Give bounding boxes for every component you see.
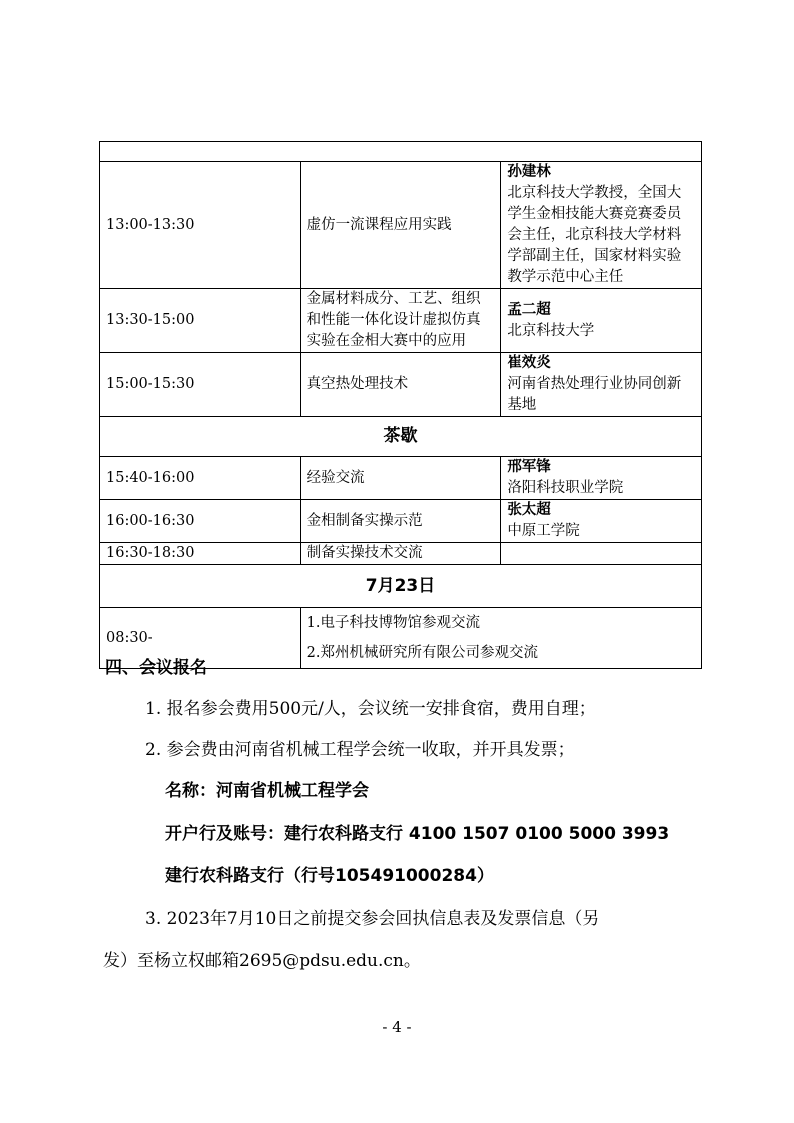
topic-cell: 金相制备实操示范 xyxy=(300,500,501,543)
table-row xyxy=(100,289,702,353)
speaker-affiliation: 北京科技大学 xyxy=(507,322,595,339)
section-heading-date: 7月23日 xyxy=(100,565,702,608)
topic-cell: 制备实操技术交流 xyxy=(300,543,501,565)
registration-item-1: 1. 报名参会费用500元/人，会议统一安排食宿，费用自理； xyxy=(145,699,596,719)
topic-cell: 虚仿一流课程应用实践 xyxy=(300,162,501,289)
speaker-affiliation: 河南省热处理行业协同创新基地 xyxy=(507,376,682,413)
topic-cell: 金属材料成分、工艺、组织和性能一体化设计虚拟仿真实验在金相大赛中的应用 xyxy=(300,289,501,353)
empty-top-row xyxy=(100,142,702,162)
section-heading-tea-break: 茶歇 xyxy=(100,417,702,457)
time-cell: 15:40-16:00 xyxy=(100,457,301,500)
time-cell: 13:00-13:30 xyxy=(100,162,301,289)
speaker-name: 崔效炎 xyxy=(507,355,551,371)
time-cell: 15:00-15:30 xyxy=(100,353,301,417)
table-row xyxy=(100,457,702,500)
speaker-cell xyxy=(501,500,702,543)
table-row xyxy=(100,565,702,608)
registration-item-3-line-1: 3. 2023年7月10日之前提交参会回执信息表及发票信息（另 xyxy=(145,909,600,929)
time-cell: 16:00-16:30 xyxy=(100,500,301,543)
speaker-cell xyxy=(501,457,702,500)
speaker-name: 孟二超 xyxy=(507,301,551,318)
registration-item-3-line-2: 发）至杨立权邮箱2695@pdsu.edu.cn。 xyxy=(103,951,421,971)
time-cell: 16:30-18:30 xyxy=(100,543,301,565)
speaker-name: 邢军锋 xyxy=(507,459,551,475)
speaker-cell xyxy=(501,162,702,289)
topic-cell xyxy=(300,608,701,669)
registration-item-2: 2. 参会费由河南省机械工程学会统一收取，并开具发票； xyxy=(145,740,575,760)
bank-account: 开户行及账号：建行农科路支行 4100 1507 0100 5000 3993 xyxy=(165,824,670,844)
topic-item: 2.郑州机械研究所有限公司参观交流 xyxy=(306,645,538,661)
table-row xyxy=(100,162,702,289)
table-row xyxy=(100,500,702,543)
speaker-cell xyxy=(501,353,702,417)
table-row xyxy=(100,142,702,162)
topic-cell: 真空热处理技术 xyxy=(300,353,501,417)
speaker-name: 张太超 xyxy=(507,502,551,518)
table-row xyxy=(100,543,702,565)
speaker-cell xyxy=(501,289,702,353)
time-cell: 13:30-15:00 xyxy=(100,289,301,353)
table-row xyxy=(100,353,702,417)
speaker-affiliation: 洛阳科技职业学院 xyxy=(507,480,624,496)
topic-cell: 经验交流 xyxy=(300,457,501,500)
topic-item: 1.电子科技博物馆参观交流 xyxy=(306,615,480,631)
page-number: - 4 - xyxy=(382,1018,412,1036)
time-cell: 08:30- xyxy=(100,608,301,669)
speaker-affiliation: 北京科技大学教授，全国大学生金相技能大赛竞赛委员会主任，北京科技大学材料学部副主任，国家材料实验教学示范中心主任 xyxy=(507,185,682,285)
schedule-table xyxy=(99,141,702,669)
speaker-name: 孙建林 xyxy=(507,164,551,180)
payee-name: 名称：河南省机械工程学会 xyxy=(165,781,369,801)
table-row xyxy=(100,417,702,457)
bank-code: 建行农科路支行（行号105491000284） xyxy=(165,866,494,886)
speaker-affiliation: 中原工学院 xyxy=(507,523,580,539)
section-heading: 四、会议报名 xyxy=(105,658,207,678)
speaker-cell-empty xyxy=(501,543,702,565)
